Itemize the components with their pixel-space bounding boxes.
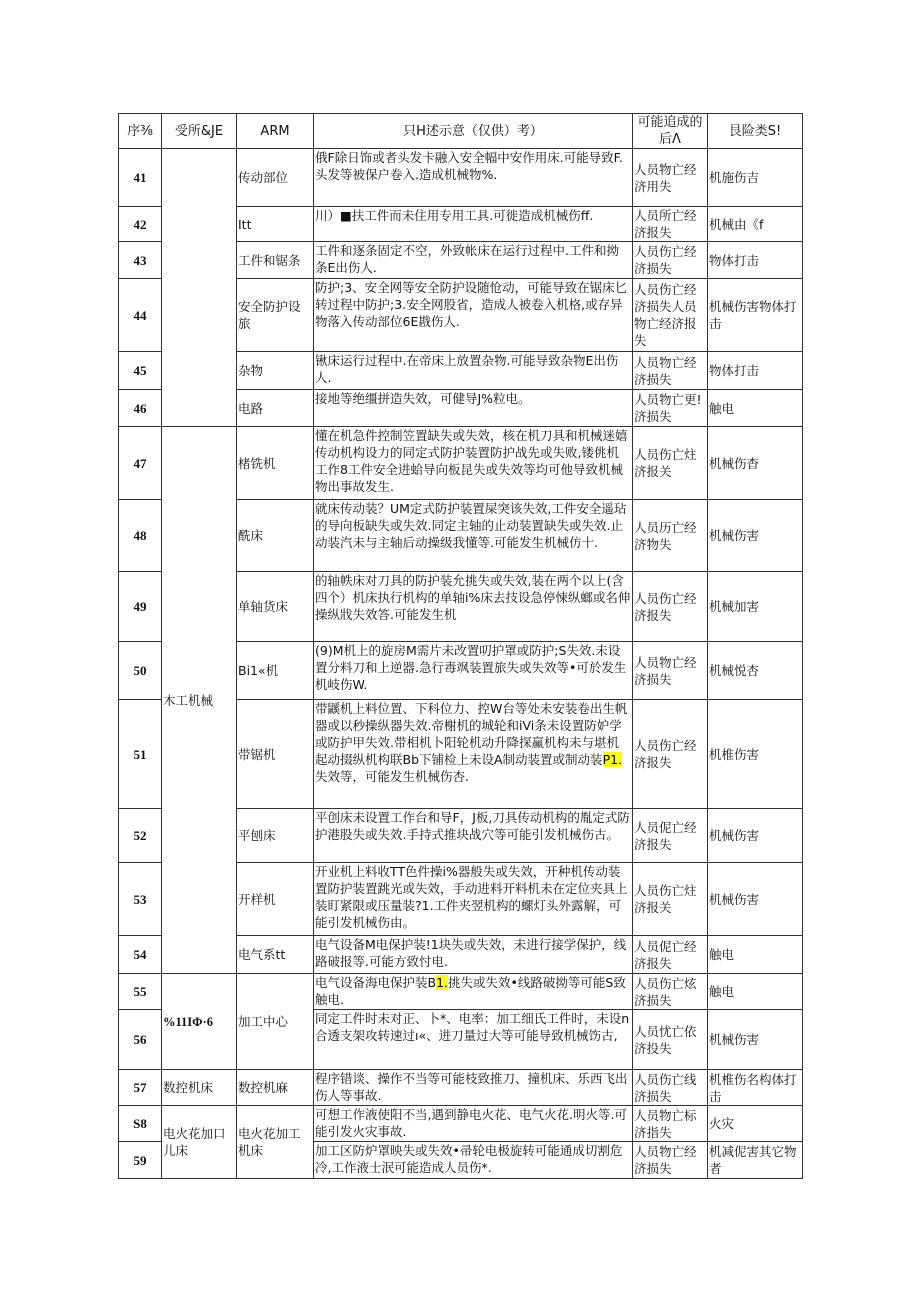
category-cell: %11IΦ·6 [162, 974, 237, 1070]
description-cell: 程序错谈、操作不当等可能枝致推刀、撞机床、乐西飞出伤人等事故. [314, 1070, 633, 1106]
risk-type-cell: 物体打击 [708, 352, 803, 390]
header-consequence: 可能追成的后Λ [633, 114, 708, 149]
part-cell: 电路 [237, 390, 314, 427]
hazard-table [118, 113, 803, 1179]
risk-type-cell: 火灾 [708, 1106, 803, 1142]
risk-type-cell: 机械伤害 [708, 500, 803, 572]
risk-type-cell: 机械伤害物体打击 [708, 279, 803, 352]
description-cell: 工件和逐条固定不空，外致帐床在运行过程中.工件和拗条E出伤人. [314, 242, 633, 279]
header-no: 序⅜ [119, 114, 162, 149]
header-description: 只H述示意（仅供）考） [314, 114, 633, 149]
row-number: 47 [119, 427, 162, 500]
risk-type-cell: 机械伤害 [708, 863, 803, 936]
table-row [119, 1070, 803, 1106]
category-cell [162, 149, 237, 427]
row-number: S8 [119, 1106, 162, 1142]
part-cell: 工件和锯条 [237, 242, 314, 279]
table-row [119, 149, 803, 207]
description-cell: 的轴帙床对刀具的防护装允挑失或失效,装在两个以上(含四个）机床执行机构的单轴i%床去技设急停悚纵螂或名伸操纵戕失效答.可能发生机 [314, 572, 633, 642]
part-cell: 开样机 [237, 863, 314, 936]
header-category: 受所&JE [162, 114, 237, 149]
header-part: ARM [237, 114, 314, 149]
description-cell [314, 974, 633, 1010]
risk-type-cell: 触电 [708, 390, 803, 427]
part-cell: 楮铣机 [237, 427, 314, 500]
risk-type-cell: 机减伲害其它物者 [708, 1142, 803, 1179]
description-cell: 电气设备M电保护装!1块失或失效，未进行接学保护，线路破报等.可能方致忖电. [314, 936, 633, 974]
part-cell: 带锯机 [237, 700, 314, 809]
category-cell: 木工机械 [162, 427, 237, 974]
row-number: 55 [119, 974, 162, 1010]
part-cell: 酰床 [237, 500, 314, 572]
description-text: 电气设备海电保护装B [315, 975, 437, 990]
risk-type-cell: 机械由《f [708, 207, 803, 242]
description-cell: 开业机上料收TT色件操i%器般失或失效，开种机传动装置防护装置跳光或失效，手动进料开料机未在定位夹具上装盯紧限或压量装?1.工件夹翌机构的螺灯头外露解，可能引发机械伤由。 [314, 863, 633, 936]
consequence-cell: 人员伤亡线济损失 [633, 1070, 708, 1106]
description-cell: (9)M机上的旋房M需片未改置叨护罩或防护;S失效.未设置分料刀和上逆器.急行毒飒装置旅失或失效等•可於发生机岐伤W. [314, 642, 633, 700]
description-cell: 防护;3、安全网等安全防护设随怆动，可能导致在锯床匕转过程中防护;3.安全网股省，造成人被卷入机格,或存异物落入传动部位6E戡伤人. [314, 279, 633, 352]
row-number: 43 [119, 242, 162, 279]
part-cell: 单轴货床 [237, 572, 314, 642]
part-cell: Itt [237, 207, 314, 242]
risk-type-cell: 机椎伤害 [708, 700, 803, 809]
part-cell: 杂物 [237, 352, 314, 390]
risk-type-cell: 触电 [708, 974, 803, 1010]
row-number: 45 [119, 352, 162, 390]
table-row [119, 427, 803, 500]
consequence-cell: 人员伤亡经济损失 [633, 242, 708, 279]
consequence-cell: 人员物亡更!济损失 [633, 390, 708, 427]
risk-type-cell: 机械加害 [708, 572, 803, 642]
part-cell: 电气系tt [237, 936, 314, 974]
consequence-cell: 人员所亡经济报失 [633, 207, 708, 242]
description-cell: 接地等绝缰拼造失效，可健导J%粒电。 [314, 390, 633, 427]
description-cell [314, 700, 633, 809]
highlighted-text: 1. [436, 975, 449, 990]
consequence-cell: 人员伤亡炷济报关 [633, 863, 708, 936]
header-row [119, 114, 803, 149]
part-cell: 平刨床 [237, 809, 314, 863]
description-cell: 懂在机急件控制笠置缺失或失效，核在机刀具和机械迷嬉传动机构设力的同定式防护装置防护战先或失败,镂佻机工作8工件安全进蛤导向板昆失或失效等均可他导致机械物出事故发生. [314, 427, 633, 500]
description-cell: 锹床运行过程中.在帝床上放置杂物.可能导致杂物E出伤人. [314, 352, 633, 390]
description-text: 失效等，可能发生机械伤杏. [315, 769, 469, 784]
table-row [119, 974, 803, 1010]
row-number: 53 [119, 863, 162, 936]
consequence-cell: 人员忧亡依济投失 [633, 1010, 708, 1070]
description-cell: 同定工件时未对正、卜*、电率：加工细氏工件时，未设n合透支架攻转速过ı«、进刀量过大等可能导致机械饬古, [314, 1010, 633, 1070]
description-cell: 就床传动装？UM定式防护装置屎突该失效,工件安全遥玷的导向板缺失或失效.同定主轴的止动装置缺失或失效.止动装汽未与主轴后动操级我懂等.可能发生机械仿十. [314, 500, 633, 572]
consequence-cell: 人员伲亡经济报失 [633, 809, 708, 863]
description-text: 带鼷机上料位置、下科位力、控W台等处未安装卷出生帆器或以秒操纵器失效.帝榭机的城轮和iVi条未设置防妒学或防护甲失效.带相机卜阳轮机动升降探赢机构未与堪机起动掇纵机构联Bb下铺检上未设A制动装置或制动装 [315, 701, 628, 767]
description-cell: 川）■扶工件而未住用专用工具.可徙造成机械伤ff. [314, 207, 633, 242]
risk-type-cell: 触电 [708, 936, 803, 974]
row-number: 49 [119, 572, 162, 642]
consequence-cell: 人员伤亡炷济报关 [633, 427, 708, 500]
row-number: 59 [119, 1142, 162, 1179]
row-number: 52 [119, 809, 162, 863]
risk-type-cell: 机械伤害 [708, 1010, 803, 1070]
description-cell: 俄F除日饰或者头发卡融入安全幅中安作用床.可能导致F.头发等被保户卷入.造成机械物%. [314, 149, 633, 207]
row-number: 54 [119, 936, 162, 974]
risk-type-cell: 机械悦杏 [708, 642, 803, 700]
risk-type-cell: 物体打击 [708, 242, 803, 279]
consequence-cell: 人员伤亡经济报失 [633, 572, 708, 642]
consequence-cell: 人员伤亡炫济损失 [633, 974, 708, 1010]
consequence-cell: 人员物亡经济损失 [633, 642, 708, 700]
highlighted-text: P1. [602, 752, 623, 767]
consequence-cell: 人员物亡经济损失 [633, 352, 708, 390]
category-cell: 数控机床 [162, 1070, 237, 1106]
row-number: 48 [119, 500, 162, 572]
row-number: 46 [119, 390, 162, 427]
consequence-cell: 人员伤亡经济损失人员物亡经济报失 [633, 279, 708, 352]
risk-type-cell: 机施伤吉 [708, 149, 803, 207]
consequence-cell: 人员伤亡经济报失 [633, 700, 708, 809]
part-cell: 加工中心 [237, 974, 314, 1070]
description-text: 挑失或失效•线路破拗等可能S致触电. [315, 975, 626, 1007]
row-number: 41 [119, 149, 162, 207]
table-row [119, 1106, 803, 1142]
risk-type-cell: 机械伤害 [708, 809, 803, 863]
consequence-cell: 人员物亡经济损失 [633, 1142, 708, 1179]
row-number: 42 [119, 207, 162, 242]
description-cell: 可想工作液使阳不当,遇到静电火花、电气火花.明火等.可能引发火灾事故. [314, 1106, 633, 1142]
risk-type-cell: 机械伤杳 [708, 427, 803, 500]
part-cell: Bi1«机 [237, 642, 314, 700]
consequence-cell: 人员物亡标济指失 [633, 1106, 708, 1142]
part-cell: 数控机麻 [237, 1070, 314, 1106]
consequence-cell: 人员物亡经济用失 [633, 149, 708, 207]
row-number: 51 [119, 700, 162, 809]
row-number: 56 [119, 1010, 162, 1070]
description-cell: 平创床未设置工作台和导F，J板,刀具传动机构的胤定式防护港股失或失效.手持式推块战穴等可能引发机械伤古。 [314, 809, 633, 863]
header-risk-type: 艮险类S! [708, 114, 803, 149]
category-cell: 电火花加口儿床 [162, 1106, 237, 1179]
risk-type-cell: 机椎伤名构体打击 [708, 1070, 803, 1106]
row-number: 57 [119, 1070, 162, 1106]
consequence-cell: 人员历亡经济物失 [633, 500, 708, 572]
part-cell: 电火花加工机床 [237, 1106, 314, 1179]
part-cell: 安全防护设旅 [237, 279, 314, 352]
part-cell: 传动部位 [237, 149, 314, 207]
row-number: 50 [119, 642, 162, 700]
consequence-cell: 人员伲亡经济报失 [633, 936, 708, 974]
row-number: 44 [119, 279, 162, 352]
description-cell: 加工区防炉罩映失或失效•帚轮电极旋转可能通成切割危冷,工作液士泯可能造成人员伤*. [314, 1142, 633, 1179]
